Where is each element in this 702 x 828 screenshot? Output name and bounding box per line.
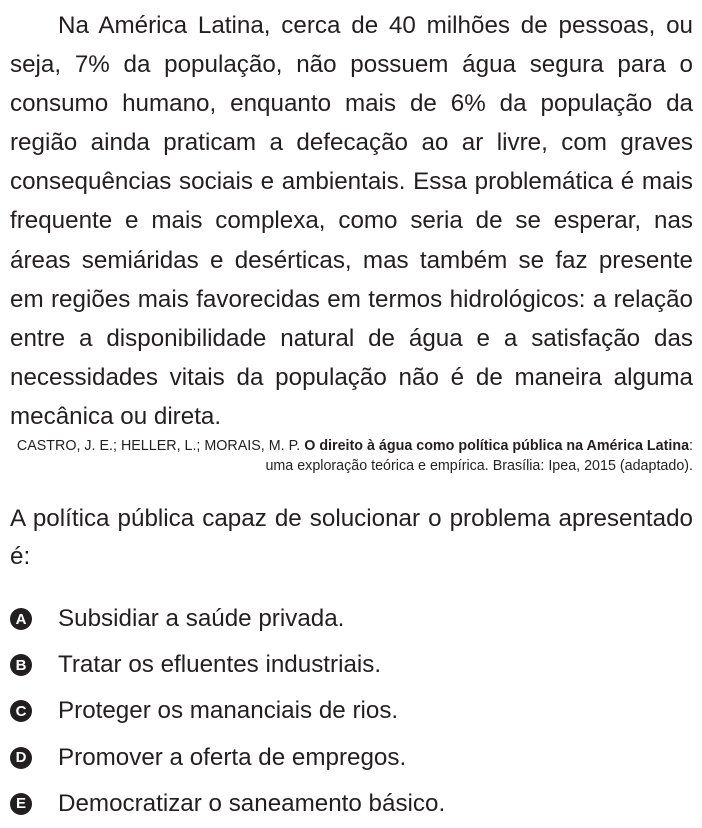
option-c-letter-icon: C	[10, 700, 32, 722]
option-c-text: Proteger os mananciais de rios.	[58, 697, 399, 725]
option-d-letter-icon: D	[10, 747, 32, 769]
option-e[interactable]	[10, 781, 445, 827]
citation-authors: CASTRO, J. E.; HELLER, L.; MORAIS, M. P.	[16, 438, 301, 454]
option-b-letter-icon: B	[10, 654, 32, 676]
question-stem: A política pública capaz de solucionar o problema apresentado é:	[10, 505, 693, 570]
option-d-text: Promover a oferta de empregos.	[58, 743, 407, 771]
option-e-text: Democratizar o saneamento básico.	[58, 789, 446, 817]
option-a-letter-icon: A	[10, 608, 32, 630]
option-b-text: Tratar os efluentes industriais.	[58, 651, 382, 679]
citation-rest: : uma exploração teórica e empírica. Brasília: Ipea, 2015 (adaptado).	[265, 438, 693, 474]
citation	[10, 436, 693, 476]
citation-title: O direito à água como política pública na América Latina	[304, 438, 690, 454]
answer-options	[10, 596, 445, 827]
passage-text: Na América Latina, cerca de 40 milhões de pessoas, ou seja, 7% da população, não possuem água segura para o consumo humano, enquanto mais de 6% da população da região ainda praticam a defecação ao ar livre, com graves consequências sociais e ambientais. Essa problemática é mais frequente e mais complexa, como seria de se esperar, nas áreas semiáridas e desérticas, mas também se faz presente em regiões mais favorecidas em termos hidrológicos: a relação entre a disponibilidade natural de água e a satisfação das necessidades vitais da população não é de maneira alguma mecânica ou direta.	[10, 12, 693, 430]
option-c[interactable]	[10, 688, 445, 734]
option-e-letter-icon: E	[10, 793, 32, 815]
option-a-text: Subsidiar a saúde privada.	[58, 605, 345, 633]
option-d[interactable]	[10, 735, 445, 781]
option-a[interactable]	[10, 596, 445, 642]
option-b[interactable]	[10, 642, 445, 688]
